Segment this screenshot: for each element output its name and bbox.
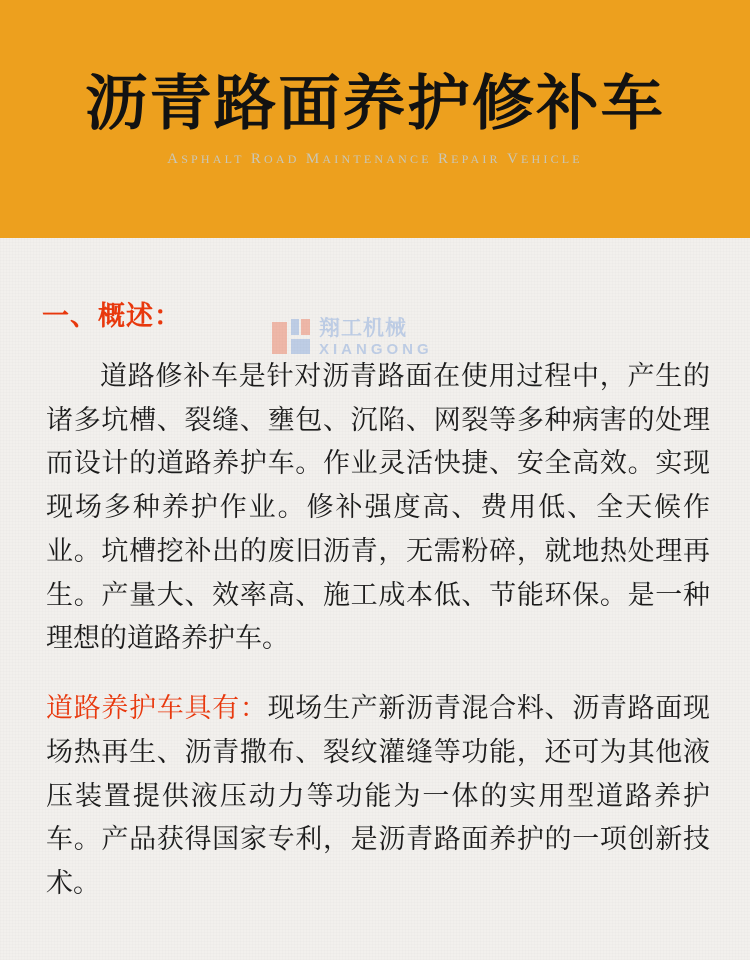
paragraph-overview: 道路修补车是针对沥青路面在使用过程中，产生的诸多坑槽、裂缝、壅包、沉陷、网裂等多种病害的处理而设计的道路养护车。作业灵活快捷、安全高效。实现现场多种养护作业。修补强度高、费用低、全天候作业。坑槽挖补出的废旧沥青，无需粉碎，就地热处理再生。产量大、效率高、施工成本低、节能环保。是一种理想的道路养护车。 [46, 361, 710, 655]
subtitle-word-sphalt: SPHALT [181, 151, 251, 166]
page-banner [0, 0, 750, 238]
content-body [0, 238, 750, 906]
paragraph-features-lead: 道路养护车具有： [46, 693, 268, 725]
paragraph-features-text: 现场生产新沥青混合料、沥青路面现场热再生、沥青撒布、裂纹灌缝等功能，还可为其他液压装置提供液压动力等功能为一体的实用型道路养护车。产品获得国家专利，是沥青路面养护的一项创新技术。 [46, 693, 711, 900]
subtitle-letter-a: A [167, 150, 182, 167]
subtitle-word-ehicle: EHICLE [520, 151, 583, 166]
page-subtitle-english [167, 151, 583, 168]
page-title: 沥青路面养护修补车 [84, 68, 666, 139]
brand-name-en: XIANGONG [319, 341, 433, 358]
section-heading-overview: 一、概述： [42, 301, 182, 332]
brand-name-cn: 翔工机械 [319, 316, 407, 340]
subtitle-letter-r2: R [437, 150, 452, 167]
subtitle-letter-r1: R [250, 150, 265, 167]
subtitle-letter-m: M [305, 150, 323, 167]
paragraph-features [40, 687, 710, 906]
subtitle-word-aintenance: AINTENANCE [322, 151, 438, 166]
subtitle-letter-v: V [506, 150, 521, 167]
subtitle-word-epair: EPAIR [451, 151, 507, 166]
subtitle-word-oad: OAD [264, 151, 306, 166]
